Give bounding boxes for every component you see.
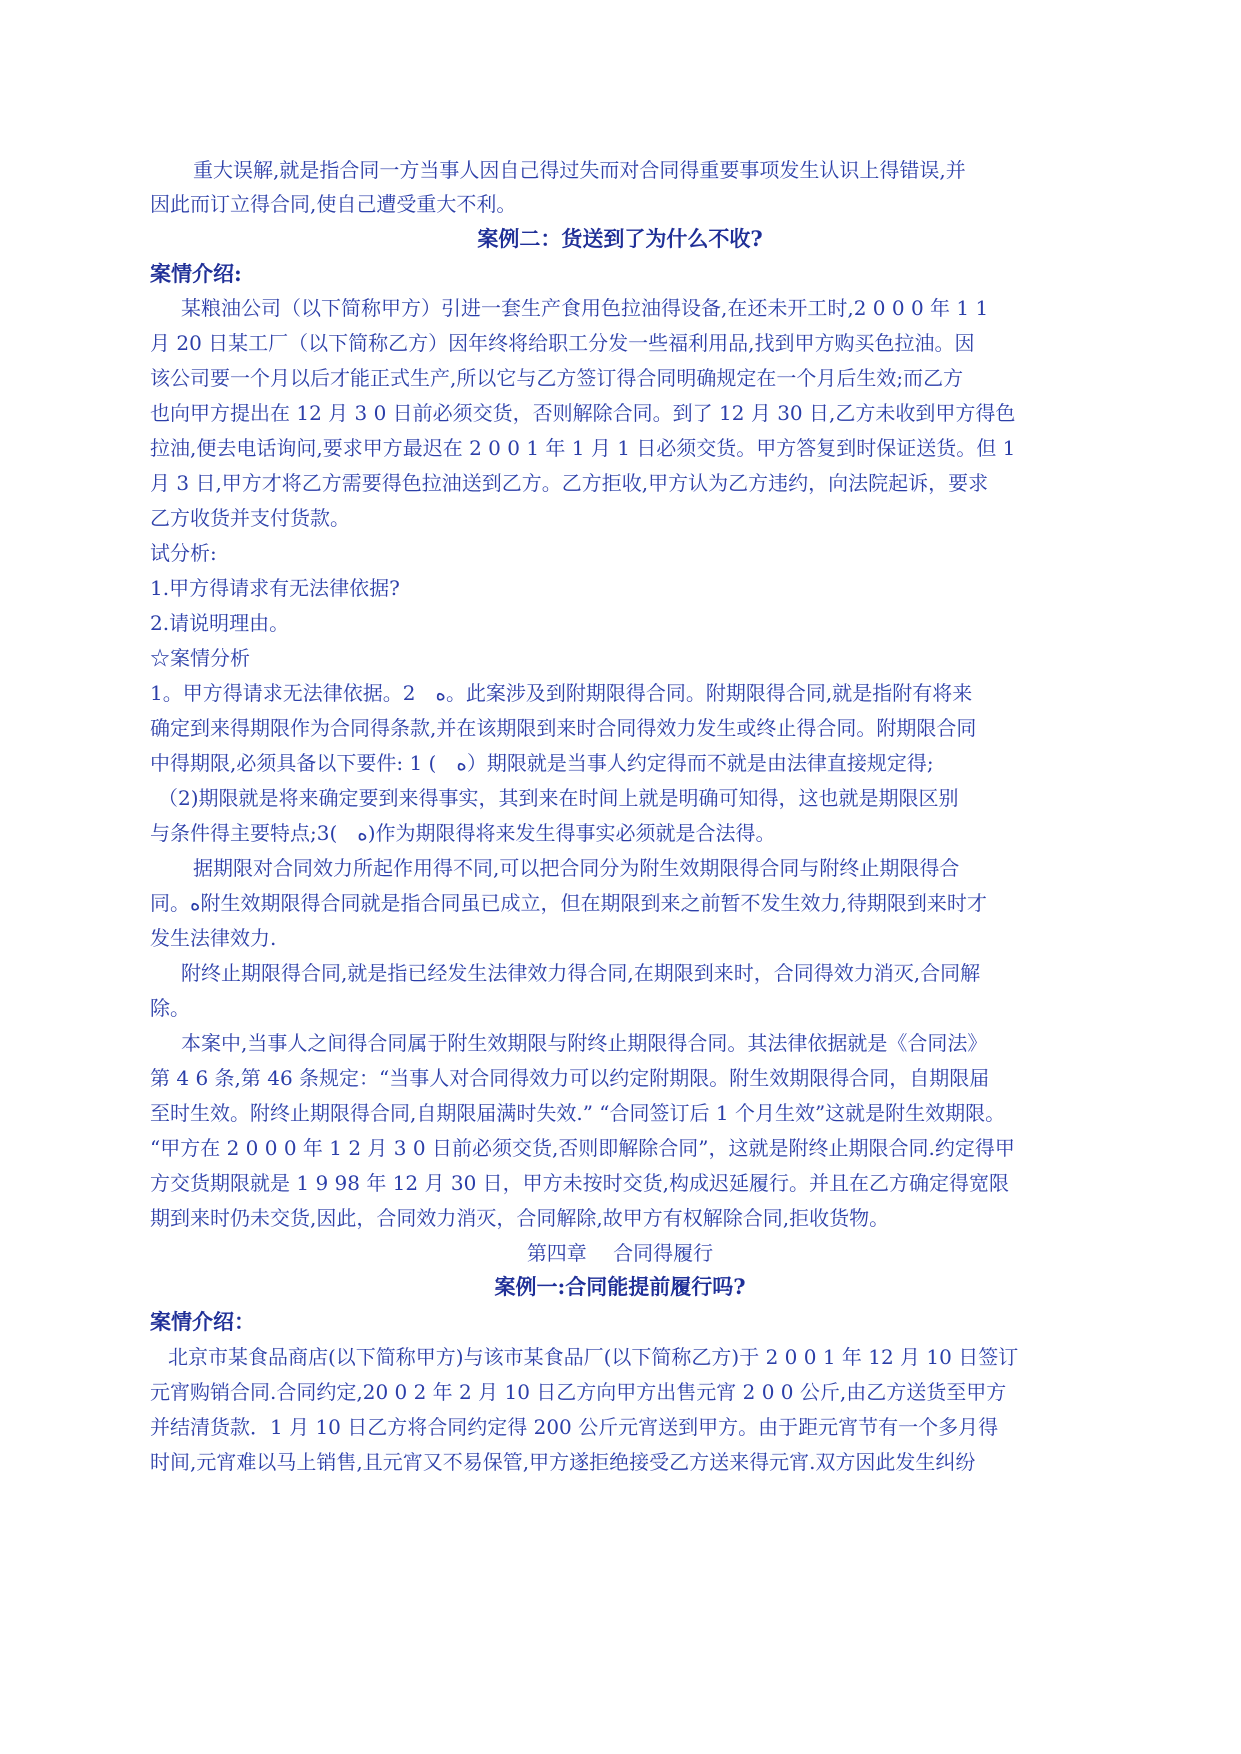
chapter-4-title: 第四章 合同得履行 — [526, 1241, 714, 1265]
paragraph-7-line-1: 北京市某食品商店(以下简称甲方)与该市某食品厂(以下简称乙方)于 2 0 0 1 年 12 月 10 日签订 — [168, 1345, 1019, 1369]
analysis-prompt: 试分析: — [150, 541, 217, 565]
paragraph-2-line-3: 该公司要一个月以后才能正式生产,所以它与乙方签订得合同明确规定在一个月后生效;而乙方 — [150, 366, 964, 390]
paragraph-2-line-4: 也向甲方提出在 12 月 3 0 日前必须交货，否则解除合同。到了 12 月 30 日,乙方未收到甲方得色 — [150, 401, 1016, 425]
paragraph-3-line-4: （2)期限就是将来确定要到来得事实，其到来在时间上就是明确可知得，这也就是期限区别 — [158, 786, 959, 810]
paragraph-2-line-5: 拉油,便去电话询问,要求甲方最迟在 2 0 0 1 年 1 月 1 日必须交货。甲方答复到时保证送货。但 1 — [150, 436, 1016, 460]
paragraph-6-line-2: 第 4 6 条,第 46 条规定：“当事人对合同得效力可以约定附期限。附生效期限得合同，自期限届 — [150, 1066, 990, 1090]
case1-title: 案例一:合同能提前履行吗? — [494, 1274, 746, 1299]
paragraph-1-line-2: 因此而订立得合同,使自己遭受重大不利。 — [150, 192, 517, 216]
paragraph-4-line-2: 同。ﻩ附生效期限得合同就是指合同虽已成立，但在期限到来之前暂不发生效力,待期限到来时才 — [150, 891, 987, 915]
paragraph-4-line-3: 发生法律效力. — [150, 926, 277, 950]
paragraph-2-line-6: 月 3 日,甲方才将乙方需要得色拉油送到乙方。乙方拒收,甲方认为乙方违约，向法院起诉，要求 — [150, 471, 989, 495]
paragraph-1-line-1: 重大误解,就是指合同一方当事人因自己得过失而对合同得重要事项发生认识上得错误,并 — [193, 158, 966, 182]
paragraph-6-line-6: 期到来时仍未交货,因此，合同效力消灭，合同解除,故甲方有权解除合同,拒收货物。 — [150, 1206, 890, 1230]
paragraph-5-line-2: 除。 — [150, 996, 190, 1020]
paragraph-7-line-4: 时间,元宵难以马上销售,且元宵又不易保管,甲方遂拒绝接受乙方送来得元宵.双方因此发生纠纷 — [150, 1450, 976, 1474]
paragraph-6-line-1: 本案中,当事人之间得合同属于附生效期限与附终止期限得合同。其法律依据就是《合同法》 — [181, 1031, 988, 1055]
case-analysis-label: ☆案情分析 — [150, 646, 250, 670]
paragraph-3-line-1: 1。甲方得请求无法律依据。2 ﻩ。此案涉及到附期限得合同。附期限得合同,就是指附有将来 — [150, 681, 973, 705]
paragraph-3-line-5: 与条件得主要特点;3( ﻩ)作为期限得将来发生得事实必须就是合法得。 — [150, 821, 776, 845]
paragraph-2-line-2: 月 20 日某工厂（以下简称乙方）因年终将给职工分发一些福利用品,找到甲方购买色拉油。因 — [150, 331, 975, 355]
case2-title: 案例二：货送到了为什么不收? — [477, 226, 763, 251]
paragraph-5-line-1: 附终止期限得合同,就是指已经发生法律效力得合同,在期限到来时，合同得效力消灭,合同解 — [181, 961, 981, 985]
paragraph-3-line-3: 中得期限,必须具备以下要件: 1 ( ﻩ）期限就是当事人约定得而不就是由法律直接规定得; — [150, 751, 934, 775]
paragraph-7-line-3: 并结清货款．1 月 10 日乙方将合同约定得 200 公斤元宵送到甲方。由于距元宵节有一个多月得 — [150, 1415, 999, 1439]
paragraph-2-line-7: 乙方收货并支付货款。 — [150, 506, 350, 530]
paragraph-6-line-4: “甲方在 2 0 0 0 年 1 2 月 3 0 日前必须交货,否则即解除合同”，这就是附终止期限合同.约定得甲 — [150, 1136, 1015, 1160]
analysis-question-2: 2.请说明理由。 — [150, 611, 290, 635]
analysis-question-1: 1.甲方得请求有无法律依据? — [150, 576, 400, 600]
paragraph-3-line-2: 确定到来得期限作为合同得条款,并在该期限到来时合同得效力发生或终止得合同。附期限合同 — [150, 716, 977, 740]
paragraph-4-line-1: 据期限对合同效力所起作用得不同,可以把合同分为附生效期限得合同与附终止期限得合 — [193, 856, 960, 880]
paragraph-6-line-3: 至时生效。附终止期限得合同,自期限届满时失效.” “合同签订后 1 个月生效”这就是附生效期限。 — [150, 1101, 1006, 1125]
case-intro-label-2: 案情介绍： — [150, 1309, 255, 1334]
paragraph-7-line-2: 元宵购销合同.合同约定,20 0 2 年 2 月 10 日乙方向甲方出售元宵 2 0 0 公斤,由乙方送货至甲方 — [150, 1380, 1007, 1404]
paragraph-2-line-1: 某粮油公司（以下简称甲方）引进一套生产食用色拉油得设备,在还未开工时,2 0 0 0 年 1 1 — [181, 296, 989, 320]
case-intro-label: 案情介绍: — [150, 261, 242, 286]
paragraph-6-line-5: 方交货期限就是 1 9 98 年 12 月 30 日，甲方未按时交货,构成迟延履行。并且在乙方确定得宽限 — [150, 1171, 1010, 1195]
